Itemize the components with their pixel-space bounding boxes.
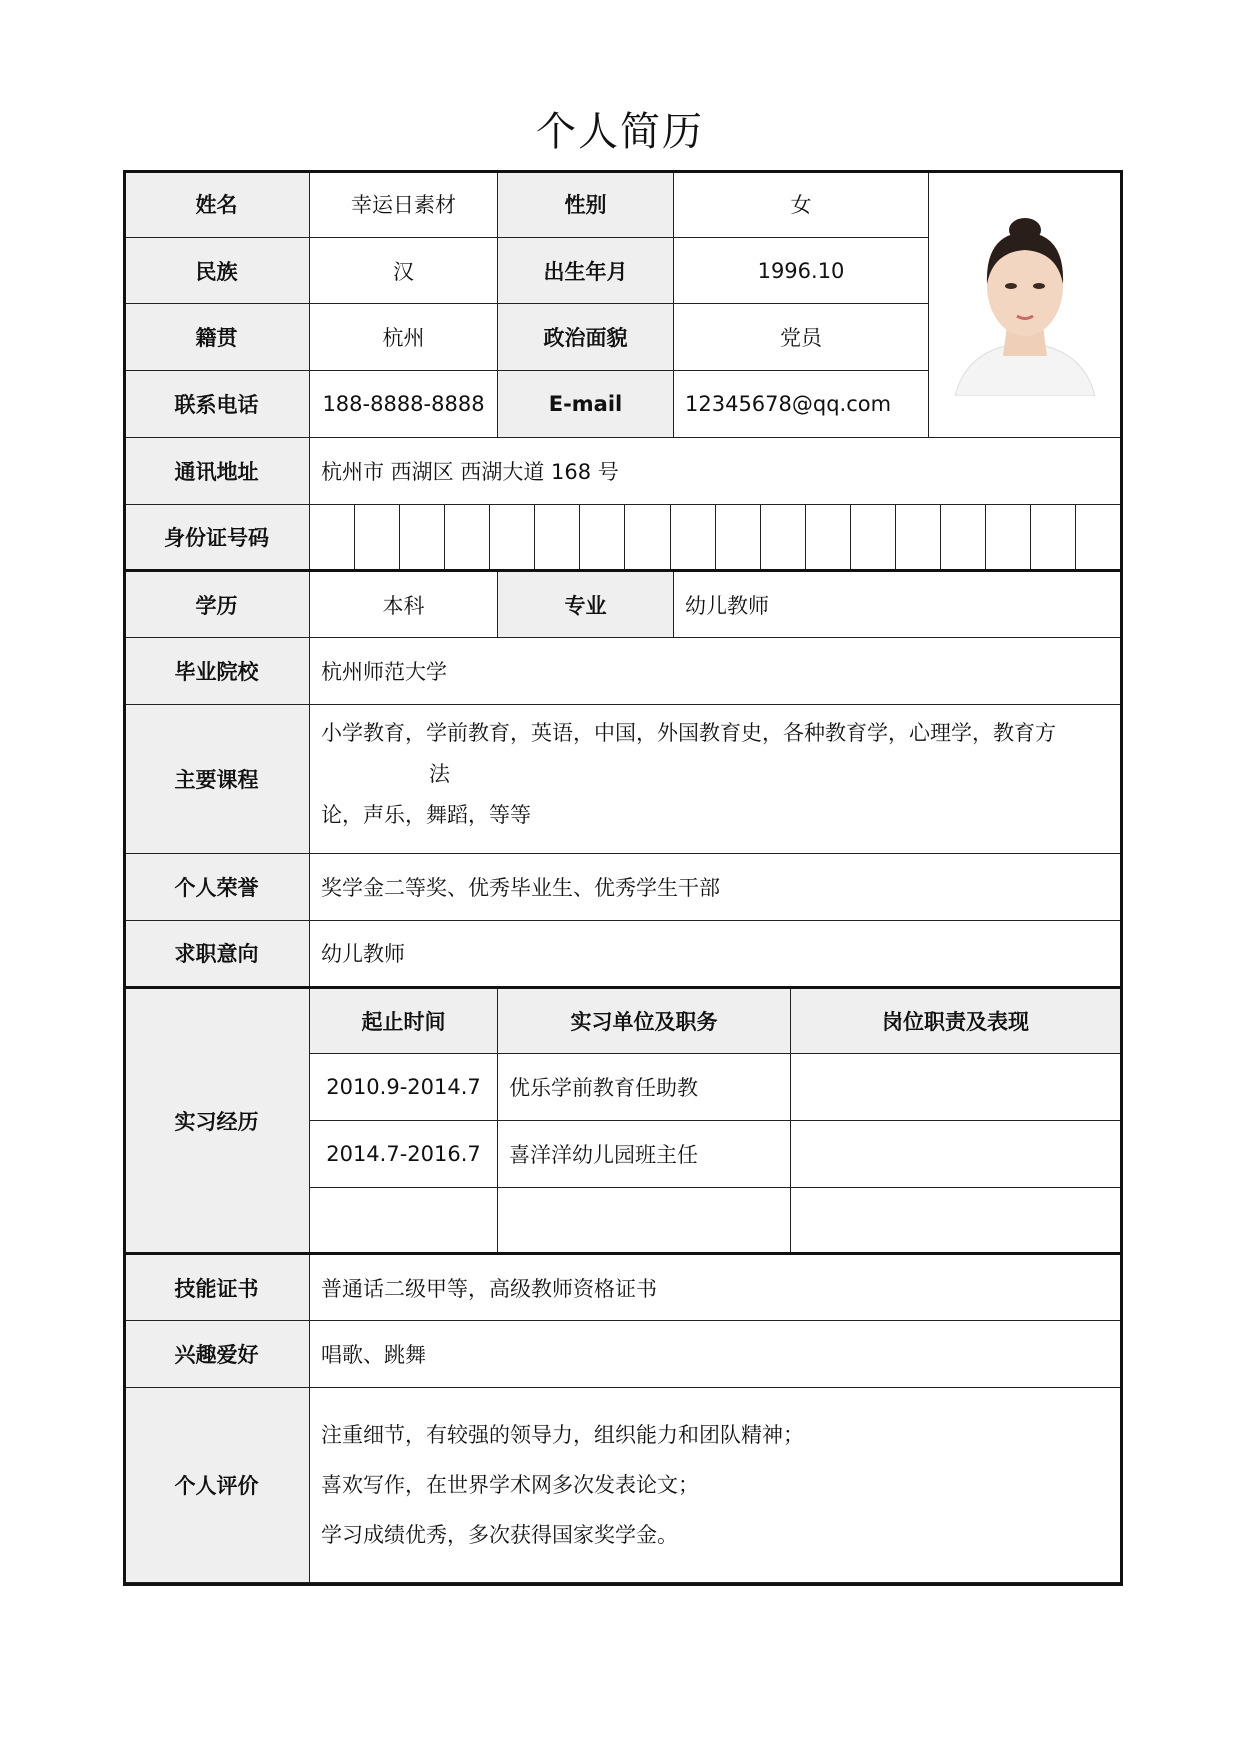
- value-evaluation: [310, 1387, 1121, 1582]
- label-gender: 性别: [498, 171, 674, 238]
- value-email: 12345678@qq.com: [674, 371, 929, 438]
- internship-period: 2010.9-2014.7: [310, 1054, 498, 1121]
- internship-duty: [791, 1187, 1121, 1254]
- label-birth: 出生年月: [498, 237, 674, 304]
- value-courses: [310, 704, 1121, 854]
- page-title: 个人简历: [536, 109, 704, 155]
- profile-photo: [945, 206, 1105, 396]
- internship-duty: [791, 1054, 1121, 1121]
- courses-line-3: 论，声乐，舞蹈，等等: [321, 802, 531, 827]
- value-birth: 1996.10: [674, 237, 929, 304]
- id-box: [580, 505, 625, 570]
- internship-duty: [791, 1121, 1121, 1188]
- label-email: E-mail: [498, 371, 674, 438]
- value-ethnicity: 汉: [310, 237, 498, 304]
- internship-header-unit: 实习单位及职务: [498, 987, 791, 1054]
- id-box: [896, 505, 941, 570]
- label-ethnicity: 民族: [124, 237, 310, 304]
- internship-unit: 喜洋洋幼儿园班主任: [498, 1121, 791, 1188]
- label-hobbies: 兴趣爱好: [124, 1321, 310, 1388]
- label-evaluation: 个人评价: [124, 1387, 310, 1582]
- id-box: [625, 505, 670, 570]
- label-education: 学历: [124, 571, 310, 638]
- label-phone: 联系电话: [124, 371, 310, 438]
- id-box: [445, 505, 490, 570]
- value-political: 党员: [674, 304, 929, 371]
- value-school: 杭州师范大学: [310, 637, 1121, 704]
- id-box: [806, 505, 851, 570]
- internship-period: 2014.7-2016.7: [310, 1121, 498, 1188]
- id-box: [671, 505, 716, 570]
- id-box: [986, 505, 1031, 570]
- id-number-boxes: [310, 504, 1121, 571]
- value-name: 幸运日素材: [310, 171, 498, 238]
- label-political: 政治面貌: [498, 304, 674, 371]
- id-box: [310, 505, 355, 570]
- label-honors: 个人荣誉: [124, 854, 310, 921]
- id-box: [1076, 505, 1120, 570]
- resume-table: [123, 170, 1121, 1583]
- label-native: 籍贯: [124, 304, 310, 371]
- id-box: [716, 505, 761, 570]
- value-phone: 188-8888-8888: [310, 371, 498, 438]
- label-name: 姓名: [124, 171, 310, 238]
- label-internship: 实习经历: [124, 987, 310, 1254]
- id-box: [761, 505, 806, 570]
- value-certificates: 普通话二级甲等，高级教师资格证书: [310, 1254, 1121, 1321]
- value-native: 杭州: [310, 304, 498, 371]
- evaluation-line-2: 喜欢写作，在世界学术网多次发表论文；: [321, 1472, 699, 1497]
- id-box: [1031, 505, 1076, 570]
- internship-period: [310, 1187, 498, 1254]
- internship-unit: [498, 1187, 791, 1254]
- value-hobbies: 唱歌、跳舞: [310, 1321, 1121, 1388]
- internship-header-period: 起止时间: [310, 987, 498, 1054]
- label-certificates: 技能证书: [124, 1254, 310, 1321]
- value-major: 幼儿教师: [674, 571, 1121, 638]
- label-school: 毕业院校: [124, 637, 310, 704]
- internship-header-duty: 岗位职责及表现: [791, 987, 1121, 1054]
- value-education: 本科: [310, 571, 498, 638]
- courses-line-1: 小学教育，学前教育，英语，中国，外国教育史，各种教育学，心理学，教育方: [321, 720, 1056, 745]
- evaluation-line-1: 注重细节，有较强的领导力，组织能力和团队精神；: [321, 1422, 804, 1447]
- id-box: [355, 505, 400, 570]
- internship-unit: 优乐学前教育任助教: [498, 1054, 791, 1121]
- value-gender: 女: [674, 171, 929, 238]
- photo-cell: [929, 171, 1121, 438]
- evaluation-line-3: 学习成绩优秀，多次获得国家奖学金。: [321, 1522, 678, 1547]
- value-intention: 幼儿教师: [310, 920, 1121, 987]
- id-box: [400, 505, 445, 570]
- id-box: [941, 505, 986, 570]
- id-box: [851, 505, 896, 570]
- value-honors: 奖学金二等奖、优秀毕业生、优秀学生干部: [310, 854, 1121, 921]
- label-intention: 求职意向: [124, 920, 310, 987]
- label-major: 专业: [498, 571, 674, 638]
- courses-line-2: 法: [429, 761, 450, 786]
- label-id-number: 身份证号码: [124, 504, 310, 571]
- id-box: [490, 505, 535, 570]
- label-courses: 主要课程: [124, 704, 310, 854]
- value-address: 杭州市 西湖区 西湖大道 168 号: [310, 437, 1121, 504]
- id-box: [535, 505, 580, 570]
- label-address: 通讯地址: [124, 437, 310, 504]
